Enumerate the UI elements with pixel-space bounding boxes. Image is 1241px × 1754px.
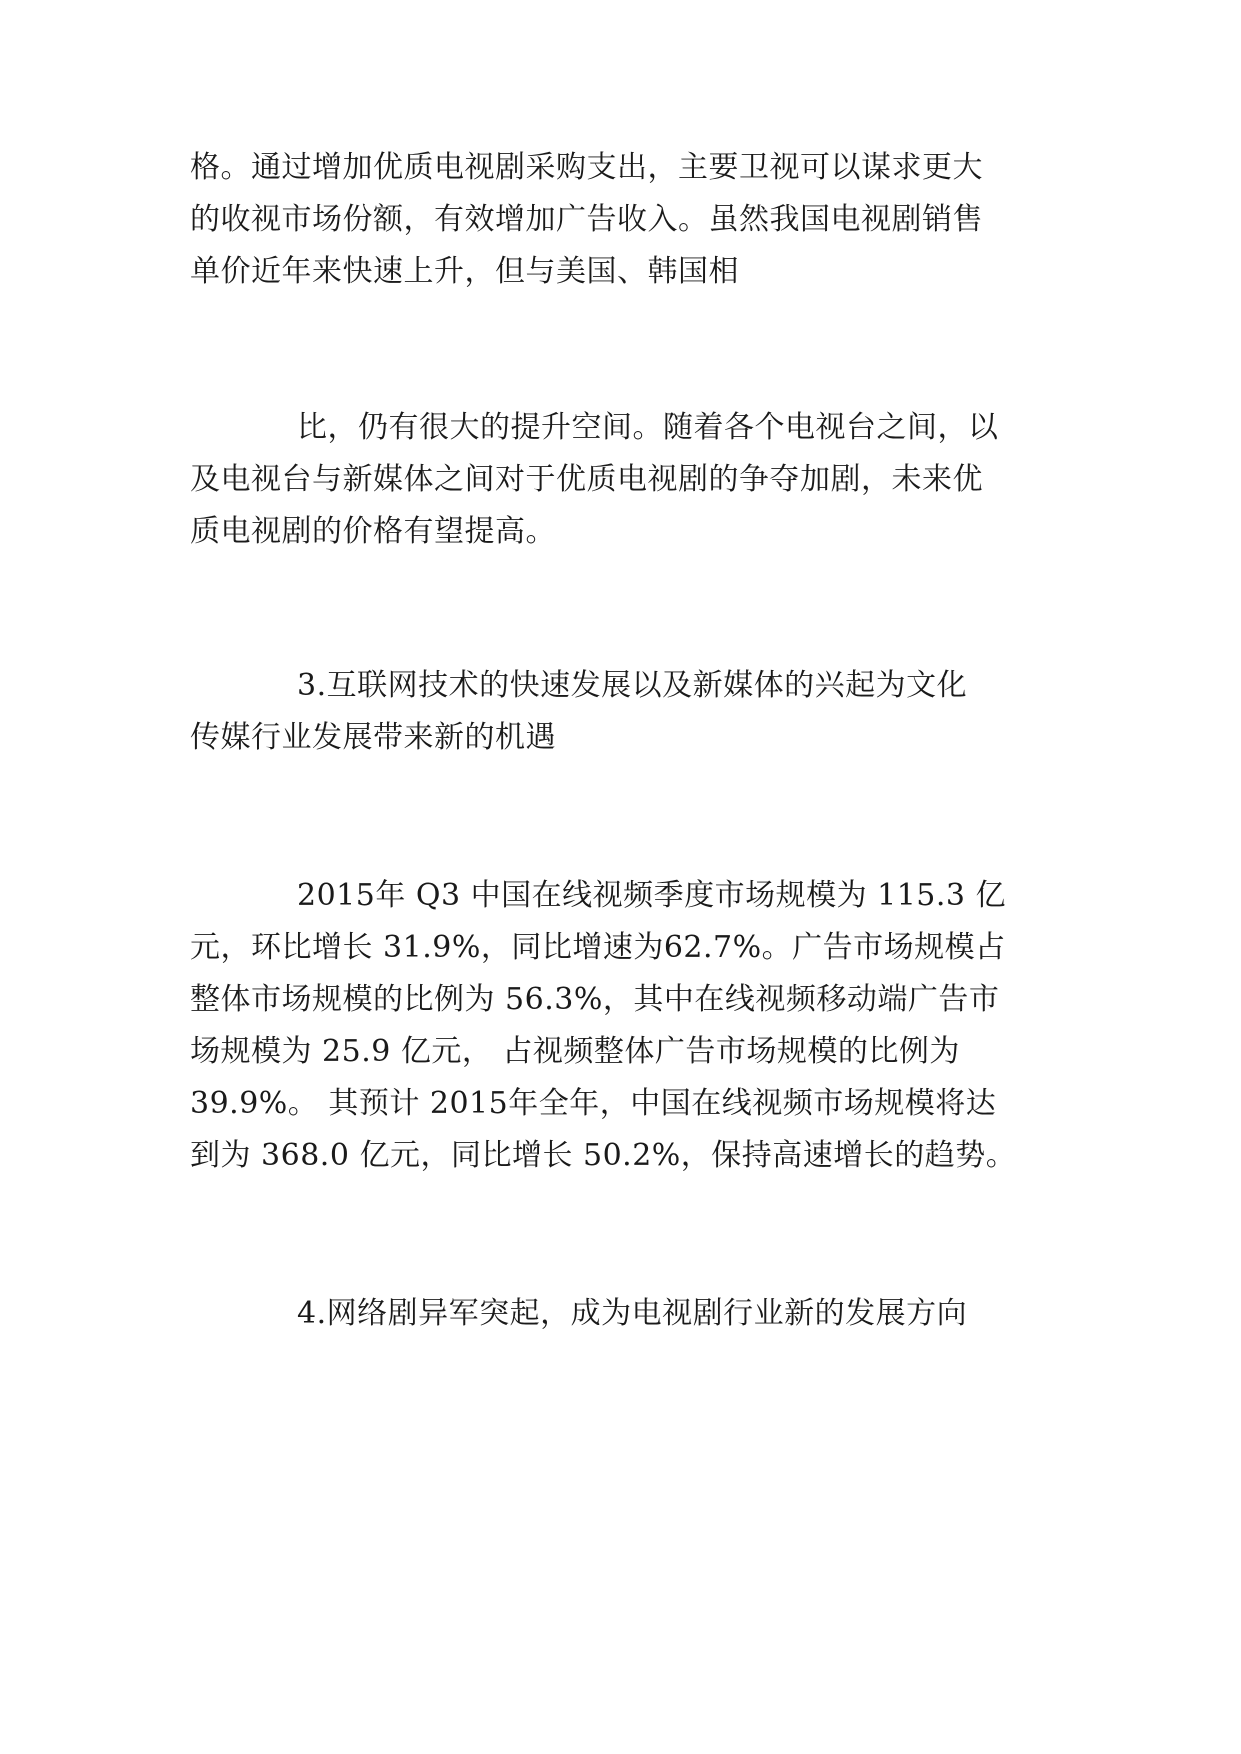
paragraph-statistics-line-1: 2015年 Q3 中国在线视频季度市场规模为 115.3 亿 — [297, 878, 1007, 913]
section-heading-3-line-2: 传媒行业发展带来新的机遇 — [190, 720, 556, 755]
paragraph-statistics-line-4: 场规模为 25.9 亿元， 占视频整体广告市场规模的比例为 — [190, 1034, 960, 1069]
paragraph-statistics-line-5: 39.9%。 其预计 2015年全年，中国在线视频市场规模将达 — [190, 1086, 997, 1121]
paragraph-2-line-3: 质电视剧的价格有望提高。 — [190, 514, 556, 549]
section-heading-4-line-1: 4.网络剧异军突起，成为电视剧行业新的发展方向 — [297, 1296, 968, 1331]
paragraph-statistics-line-2: 元，环比增长 31.9%，同比增速为62.7%。广告市场规模占 — [190, 930, 1006, 965]
paragraph-1-line-2: 的收视市场份额，有效增加广告收入。虽然我国电视剧销售 — [190, 202, 983, 237]
paragraph-2-line-1: 比，仍有很大的提升空间。随着各个电视台之间，以 — [297, 410, 999, 445]
paragraph-statistics-line-3: 整体市场规模的比例为 56.3%，其中在线视频移动端广告市 — [190, 982, 1000, 1017]
paragraph-statistics-line-6: 到为 368.0 亿元，同比增长 50.2%，保持高速增长的趋势。 — [190, 1138, 1017, 1173]
paragraph-1-line-1: 格。通过增加优质电视剧采购支出，主要卫视可以谋求更大 — [190, 150, 983, 185]
paragraph-1-line-3: 单价近年来快速上升，但与美国、韩国相 — [190, 254, 739, 289]
paragraph-2-line-2: 及电视台与新媒体之间对于优质电视剧的争夺加剧，未来优 — [190, 462, 983, 497]
section-heading-3-line-1: 3.互联网技术的快速发展以及新媒体的兴起为文化 — [297, 668, 968, 703]
